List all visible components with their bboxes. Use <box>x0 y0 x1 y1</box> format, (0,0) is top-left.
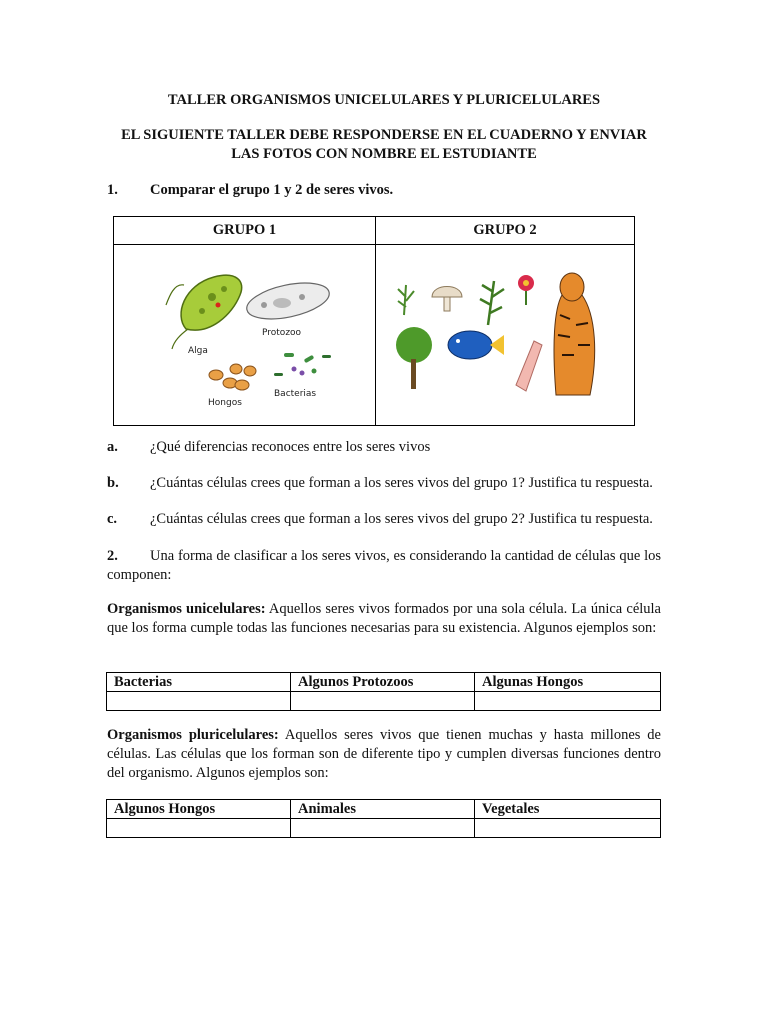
table-row <box>107 692 661 711</box>
question-a <box>107 439 430 456</box>
empty-cell[interactable] <box>291 819 475 838</box>
question-b-letter: b. <box>107 475 119 491</box>
unicellular-text: Aquellos seres vivos formados por una sola célula. La única célula que los forma cumple todas las funciones necesarias para su existencia. Algunos ejemplos son: <box>107 601 661 636</box>
multicellular-text: Aquellos seres vivos que tienen muchas y hasta millones de células. Las células que los forman son de diferente tipo y cumplen diversas funciones dentro del organismo. Algunos ejemplos son: <box>107 727 661 781</box>
groups-table <box>113 216 635 426</box>
question-c-letter: c. <box>107 511 118 527</box>
unicellular-illustration <box>114 245 375 420</box>
empty-cell[interactable] <box>475 692 661 711</box>
multicellular-col-3: Vegetales <box>475 800 661 819</box>
unicellular-col-3: Algunas Hongos <box>475 673 661 692</box>
empty-cell[interactable] <box>475 819 661 838</box>
question-1-number: 1. <box>107 182 118 198</box>
group-2-illustration <box>376 245 635 426</box>
multicellular-col-1: Algunos Hongos <box>107 800 291 819</box>
table-row <box>107 673 661 692</box>
empty-cell[interactable] <box>107 819 291 838</box>
unicellular-lead: Organismos unicelulares: <box>107 601 266 617</box>
group-1-illustration <box>114 245 376 426</box>
question-b <box>107 475 653 492</box>
group-2-header: GRUPO 2 <box>376 217 635 245</box>
question-2-number: 2. <box>107 548 118 564</box>
instructions-line-1: EL SIGUIENTE TALLER DEBE RESPONDERSE EN EL CUADERNO Y ENVIAR <box>121 127 647 143</box>
alga-label: Alga <box>188 346 208 356</box>
multicellular-col-2: Animales <box>291 800 475 819</box>
question-1 <box>107 182 393 199</box>
table-row <box>107 800 661 819</box>
question-a-text: ¿Qué diferencias reconoces entre los seres vivos <box>150 439 431 455</box>
unicellular-col-2: Algunos Protozoos <box>291 673 475 692</box>
page-title: TALLER ORGANISMOS UNICELULARES Y PLURICELULARES <box>167 92 601 108</box>
empty-cell[interactable] <box>107 692 291 711</box>
question-c <box>107 511 653 528</box>
unicellular-examples-table <box>106 672 661 711</box>
multicellular-examples-table <box>106 799 661 838</box>
question-1-text: Comparar el grupo 1 y 2 de seres vivos. <box>150 182 394 198</box>
instructions-line-2: LAS FOTOS CON NOMBRE EL ESTUDIANTE <box>231 146 537 162</box>
bacterias-icon <box>274 353 331 376</box>
question-c-text: ¿Cuántas células crees que forman a los seres vivos del grupo 2? Justifica tu respuesta. <box>150 511 653 527</box>
question-2 <box>107 547 661 585</box>
alga-icon <box>166 275 242 349</box>
protozoo-label: Protozoo <box>262 328 302 338</box>
question-a-letter: a. <box>107 439 118 455</box>
protozoo-icon <box>244 277 333 326</box>
question-2-text: Una forma de clasificar a los seres vivos, es considerando la cantidad de células que los componen: <box>107 548 661 583</box>
bacterias-label: Bacterias <box>274 389 317 399</box>
hongos-icon <box>209 364 256 390</box>
unicellular-paragraph <box>107 600 661 638</box>
multicellular-illustration <box>376 245 634 420</box>
empty-cell[interactable] <box>291 692 475 711</box>
hongos-label: Hongos <box>208 398 242 408</box>
question-b-text: ¿Cuántas células crees que forman a los seres vivos del grupo 1? Justifica tu respuesta. <box>150 475 653 491</box>
multicellular-lead: Organismos pluricelulares: <box>107 727 279 743</box>
multicellular-paragraph <box>107 726 661 783</box>
group-1-header: GRUPO 1 <box>114 217 376 245</box>
unicellular-col-1: Bacterias <box>107 673 291 692</box>
instructions <box>0 126 768 164</box>
table-row <box>107 819 661 838</box>
